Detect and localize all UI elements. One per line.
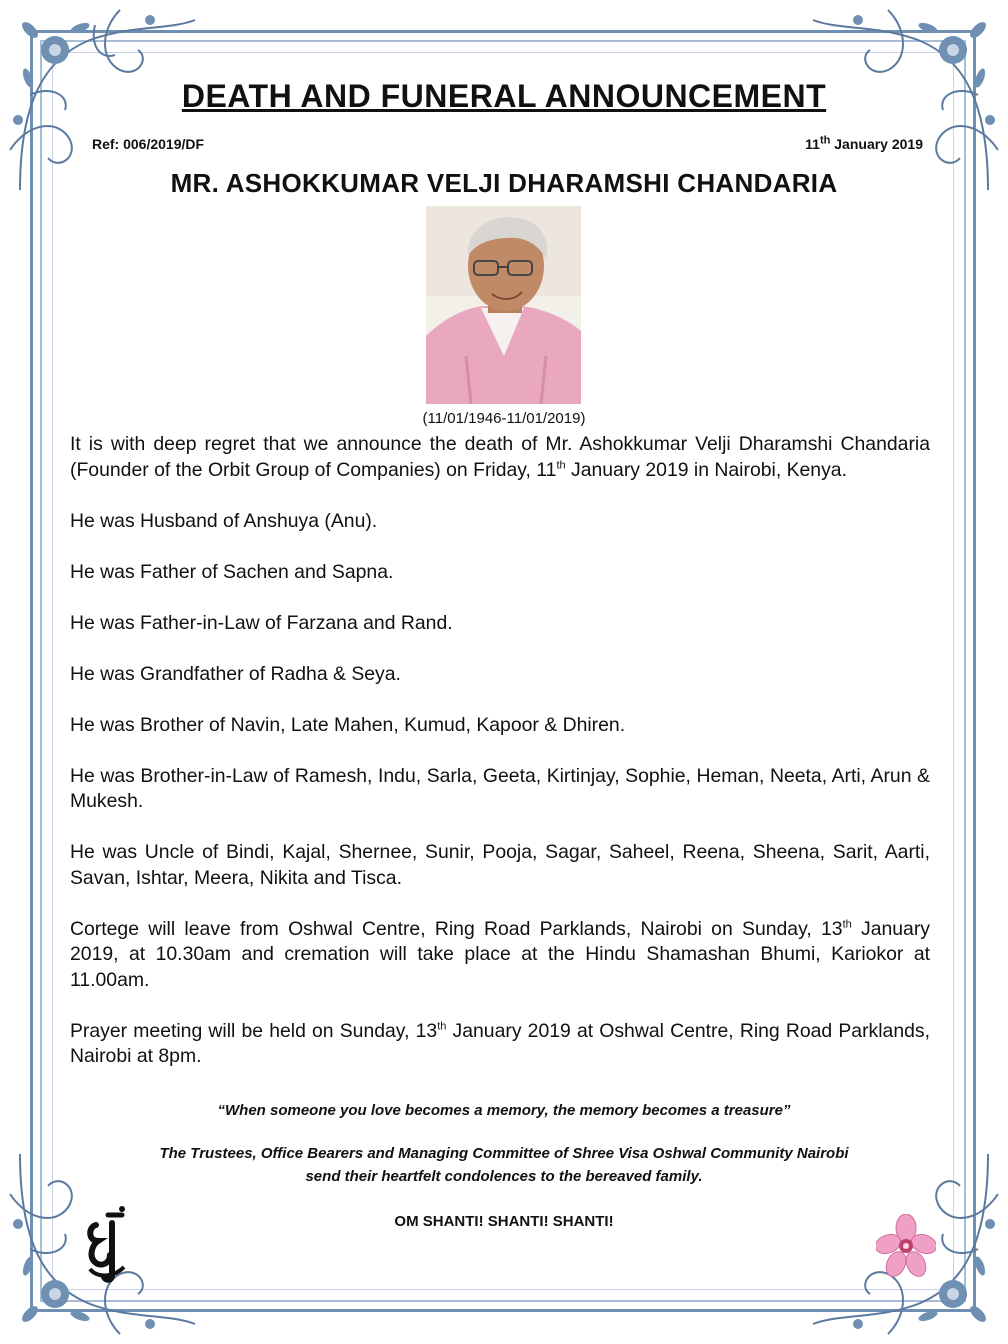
condolence-line-1: The Trustees, Office Bearers and Managing Committee of Shree Visa Oshwal Community Nairobi [159, 1145, 849, 1162]
paragraph-grandfather: He was Grandfather of Radha & Seya. [70, 662, 401, 685]
text-segment: Prayer meeting will be held on Sunday, 13 [70, 1019, 438, 1042]
condolence-message [0, 1142, 1008, 1188]
ordinal-suffix: th [437, 1020, 447, 1033]
ordinal-suffix: th [556, 459, 566, 472]
ordinal-suffix: th [842, 918, 852, 931]
condolence-line-2: send their heartfelt condolences to the bereaved family. [305, 1168, 703, 1185]
text-segment: January 2019, at 10.30am and cremation will take place at the Hindu Shamashan Bhumi, Kariokor at 11.00am. [70, 917, 930, 991]
deceased-name: MR. ASHOKKUMAR VELJI DHARAMSHI CHANDARIA [170, 168, 838, 198]
paragraph-brother-in-law: He was Brother-in-Law of Ramesh, Indu, Sarla, Geeta, Kirtinjay, Sophie, Heman, Neeta, Arti, Arun & Mukesh. [70, 764, 930, 812]
paragraph-father-in-law: He was Father-in-Law of Farzana and Rand. [70, 611, 453, 634]
paragraph-death-notice [70, 432, 930, 483]
announcement-date [805, 136, 923, 152]
date-day: 11 [805, 136, 820, 152]
jain-symbol-icon [82, 1205, 132, 1283]
life-dates: (11/01/1946-11/01/2019) [422, 410, 586, 427]
text-segment: January 2019 at Oshwal Centre, Ring Road Parklands, Nairobi at 8pm. [70, 1019, 930, 1067]
text-segment: Cortege will leave from Oshwal Centre, Ring Road Parklands, Nairobi on Sunday, 13 [70, 917, 843, 940]
date-rest: January 2019 [830, 136, 923, 152]
text-segment: It is with deep regret that we announce the death of Mr. Ashokkumar Velji Dharamshi Chandaria (Founder of the Orbit Group of Companies) on Friday, 11 [70, 433, 930, 481]
orchid-flower-icon [876, 1214, 936, 1278]
paragraph-cortege [70, 917, 930, 994]
memorial-quote: “When someone you love becomes a memory, the memory becomes a treasure” [217, 1102, 791, 1119]
announcement-body [70, 432, 930, 1095]
paragraph-father: He was Father of Sachen and Sapna. [70, 560, 394, 583]
paragraph-husband: He was Husband of Anshuya (Anu). [70, 509, 378, 532]
paragraph-prayer-meeting [70, 1019, 930, 1070]
portrait-photo [426, 206, 581, 404]
om-shanti-closing: OM SHANTI! SHANTI! SHANTI! [394, 1213, 614, 1230]
reference-number: Ref: 006/2019/DF [92, 136, 205, 152]
paragraph-brother: He was Brother of Navin, Late Mahen, Kumud, Kapoor & Dhiren. [70, 713, 626, 736]
paragraph-uncle: He was Uncle of Bindi, Kajal, Shernee, Sunir, Pooja, Sagar, Saheel, Reena, Sheena, Sarit, Aarti, Savan, Ishtar, Meera, Nikita and Tisca. [70, 841, 930, 889]
page-title: DEATH AND FUNERAL ANNOUNCEMENT [181, 78, 827, 114]
date-suffix: th [819, 134, 831, 147]
text-segment: January 2019 in Nairobi, Kenya. [565, 458, 847, 481]
